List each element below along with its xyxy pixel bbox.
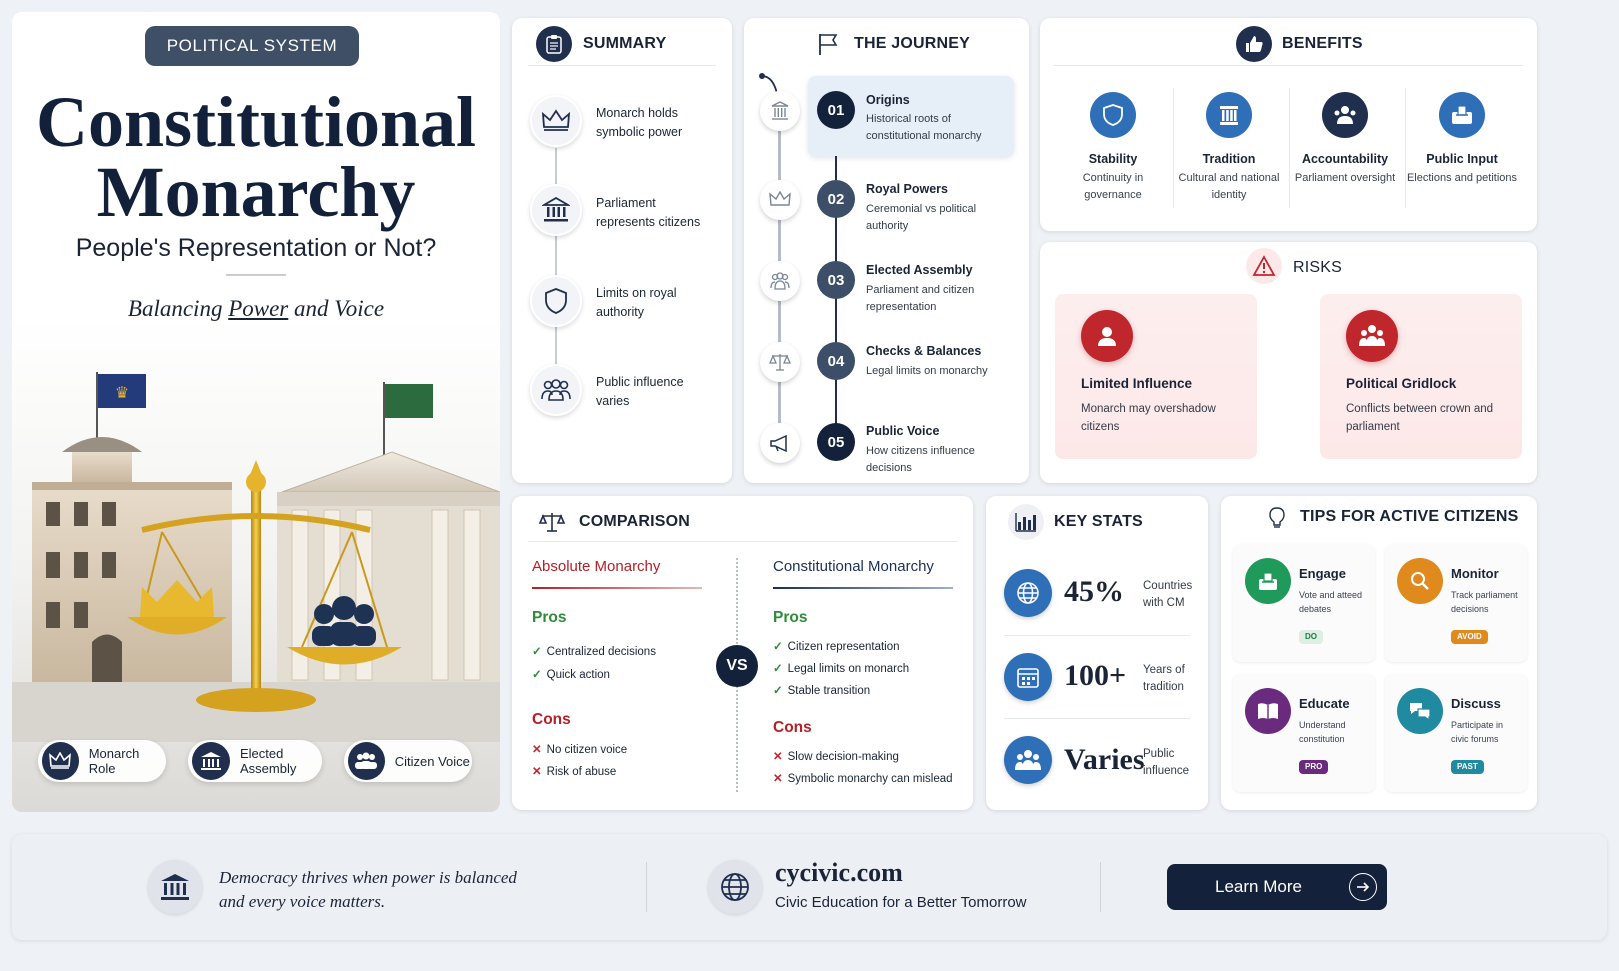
crown-icon (530, 95, 582, 147)
tip-educate (1233, 674, 1375, 792)
shield-icon (1090, 92, 1136, 138)
tip-discuss (1385, 674, 1527, 792)
stat-label: Public influence (1143, 748, 1190, 777)
hero-subtitle: Balancing Power and Voice (127, 296, 385, 321)
tip-desc: Track parliament decisions (1451, 590, 1518, 614)
globe-icon (1004, 569, 1052, 617)
journey-step-number: 04 (817, 342, 855, 380)
tips-title: TIPS FOR ACTIVE CITIZENS (1300, 508, 1519, 525)
megaphone-icon (760, 423, 800, 463)
learn-more-button[interactable] (1167, 864, 1387, 910)
comparison-title: COMPARISON (579, 513, 691, 530)
journey-step-number: 05 (817, 423, 855, 461)
comparison-card (512, 496, 973, 810)
footer-site[interactable]: cycivic.com (775, 858, 903, 887)
person-icon (1081, 310, 1133, 362)
stat-value: Varies (1064, 743, 1145, 776)
hero-title-line1: Constitutional (35, 82, 477, 162)
pro-item: ✓ Citizen representation (773, 641, 900, 653)
crown-icon (760, 180, 800, 220)
summary-item-text: Public influence varies (596, 375, 684, 408)
right-flag (385, 384, 433, 418)
hero-divider (226, 274, 286, 276)
parliament-icon (192, 742, 230, 780)
learn-more-label: Learn More (1215, 877, 1302, 896)
stat-value: 45% (1064, 575, 1124, 608)
bar-chart-icon (1008, 504, 1044, 540)
tip-title: Monitor (1451, 566, 1499, 581)
warning-icon (1246, 248, 1282, 284)
journey-step-desc: Parliament and citizen representation (866, 284, 975, 313)
risk-political-gridlock (1320, 294, 1522, 459)
journey-step-number: 02 (817, 180, 855, 218)
cons-label: Cons (532, 711, 571, 728)
stat-value: 100+ (1064, 659, 1127, 692)
pros-label: Pros (532, 609, 567, 626)
ballot-icon (1439, 92, 1485, 138)
svg-text:♛: ♛ (114, 383, 130, 402)
book-icon (1245, 688, 1291, 734)
risk-desc: Conflicts between crown and parliament (1346, 403, 1494, 433)
chat-icon (1397, 688, 1443, 734)
summary-item-text: Limits on royal authority (596, 286, 677, 319)
vs-badge: VS (716, 645, 758, 687)
key-stats-card (986, 496, 1208, 810)
risk-limited-influence (1055, 294, 1257, 459)
chip-elected-assembly[interactable] (188, 740, 322, 782)
chip-label: Monarch Role (88, 746, 140, 776)
risk-title: Limited Influence (1081, 376, 1193, 391)
people-icon (1322, 92, 1368, 138)
benefit-title: Public Input (1426, 152, 1498, 166)
parliament-icon (148, 860, 202, 914)
ballot-icon (1245, 558, 1291, 604)
tip-title: Discuss (1451, 696, 1501, 711)
people-icon (1004, 736, 1052, 784)
tip-title: Educate (1299, 696, 1350, 711)
journey-step-title: Royal Powers (866, 182, 948, 196)
summary-item-text: Parliament represents citizens (596, 196, 701, 229)
benefit-desc: Parliament oversight (1294, 172, 1396, 184)
tip-badge: PRO (1299, 760, 1328, 774)
benefit-desc: Continuity in governance (1082, 172, 1144, 201)
category-badge: POLITICAL SYSTEM (145, 26, 359, 66)
group-icon (1346, 310, 1398, 362)
chip-citizen-voice[interactable] (344, 740, 472, 782)
tip-monitor (1385, 544, 1527, 662)
cons-label: Cons (773, 719, 812, 736)
tip-desc: Understand constitution (1299, 720, 1346, 744)
journey-step-desc: Legal limits on monarchy (866, 365, 988, 377)
footer-tagline: Civic Education for a Better Tomorrow (775, 894, 1027, 911)
people-icon (530, 364, 582, 416)
benefit-title: Stability (1088, 152, 1138, 166)
hero-question: People's Representation or Not? (75, 234, 437, 262)
pros-label: Pros (773, 609, 808, 626)
hero-panel (12, 12, 500, 812)
risks-card (1040, 242, 1537, 483)
stat-label: Years of tradition (1143, 664, 1185, 693)
pro-item: ✓ Centralized decisions (532, 646, 656, 658)
footer-banner (12, 834, 1607, 940)
pro-item: ✓ Legal limits on monarch (773, 663, 910, 675)
people-icon (348, 742, 385, 780)
pro-item: ✓ Stable transition (773, 685, 871, 697)
con-item: ✕ No citizen voice (532, 744, 628, 756)
thumbs-up-icon (1236, 26, 1272, 62)
scales-icon (534, 504, 570, 540)
chip-label: Citizen Voice (394, 753, 470, 769)
shield-icon (530, 275, 582, 327)
calendar-icon (1004, 653, 1052, 701)
flag-icon (810, 26, 846, 62)
footer-quote: Democracy thrives when power is balanced and every voice matters. (219, 868, 517, 911)
scales-icon (760, 342, 800, 382)
benefit-stability (1055, 88, 1171, 204)
con-item: ✕ Slow decision-making (773, 751, 899, 763)
chip-monarch-role[interactable] (38, 740, 166, 782)
risk-desc: Monarch may overshadow citizens (1081, 403, 1216, 433)
con-item: ✕ Risk of abuse (532, 766, 617, 778)
benefit-accountability (1287, 88, 1403, 187)
search-icon (1397, 558, 1443, 604)
journey-card (744, 18, 1029, 483)
benefits-title: BENEFITS (1282, 35, 1363, 52)
lightbulb-icon (1259, 500, 1295, 536)
benefit-tradition (1171, 88, 1287, 204)
tip-desc: Participate in civic forums (1451, 720, 1504, 744)
chip-label: Elected Assembly (240, 746, 297, 776)
tip-engage (1233, 544, 1375, 662)
journey-step-desc: Historical roots of constitutional monarchy (866, 113, 982, 142)
summary-item-text: Monarch holds symbolic power (596, 106, 683, 139)
journey-step-title: Elected Assembly (866, 263, 973, 277)
journey-step-title: Origins (866, 93, 910, 107)
summary-card (512, 18, 732, 483)
benefit-title: Tradition (1202, 152, 1256, 166)
summary-title: SUMMARY (583, 35, 667, 52)
risks-title: RISKS (1293, 259, 1343, 276)
tip-badge: PAST (1451, 760, 1484, 774)
constitutional-monarchy-heading: Constitutional Monarchy (773, 558, 934, 575)
benefit-public-input (1404, 88, 1520, 187)
benefit-desc: Cultural and national identity (1178, 172, 1280, 201)
tips-card (1221, 496, 1537, 810)
benefits-card (1040, 18, 1537, 231)
con-item: ✕ Symbolic monarchy can mislead (773, 773, 953, 785)
parliament-icon (530, 184, 582, 236)
globe-icon (708, 860, 762, 914)
pro-item: ✓ Quick action (532, 669, 610, 681)
benefit-desc: Elections and petitions (1406, 172, 1518, 184)
journey-title: THE JOURNEY (854, 35, 970, 52)
hero-illustration (12, 352, 500, 742)
people-icon (760, 261, 800, 301)
key-stats-title: KEY STATS (1054, 513, 1143, 530)
arrow-right-icon (1349, 873, 1377, 901)
journey-step-title: Checks & Balances (866, 344, 982, 358)
journey-step-number: 01 (817, 91, 855, 129)
column-icon (760, 91, 800, 131)
hero-title-line2: Monarchy (96, 152, 416, 232)
tip-badge: AVOID (1451, 630, 1488, 644)
crown-icon (42, 742, 79, 780)
risk-title: Political Gridlock (1346, 376, 1457, 391)
clipboard-icon (536, 26, 572, 62)
journey-step-title: Public Voice (866, 424, 940, 438)
journey-step-desc: How citizens influence decisions (866, 445, 975, 474)
column-icon (1206, 92, 1252, 138)
absolute-monarchy-heading: Absolute Monarchy (532, 558, 661, 575)
tip-badge: DO (1299, 630, 1323, 644)
benefit-title: Accountability (1301, 152, 1389, 166)
tip-desc: Vote and atteed debates (1299, 590, 1363, 614)
tip-title: Engage (1299, 566, 1346, 581)
journey-step-desc: Ceremonial vs political authority (866, 203, 977, 232)
stat-label: Countries with CM (1143, 580, 1193, 609)
journey-step-number: 03 (817, 261, 855, 299)
